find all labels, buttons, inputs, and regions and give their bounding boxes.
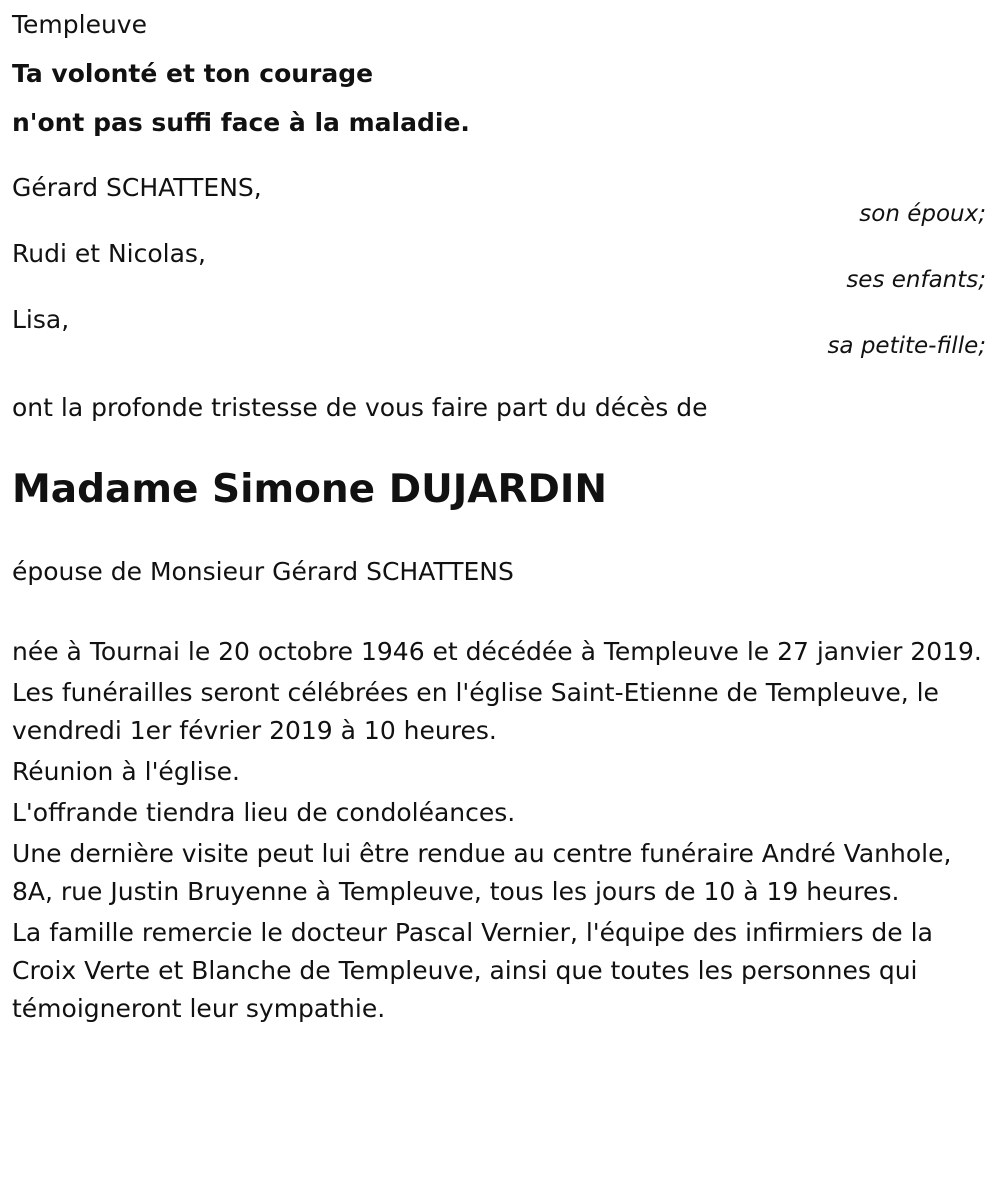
family-list — [12, 169, 988, 365]
deceased-name: Madame Simone DUJARDIN — [12, 467, 607, 512]
spouse-line: épouse de Monsieur Gérard SCHATTENS — [12, 557, 514, 586]
family-member-name: Lisa, — [12, 305, 70, 334]
offering-paragraph: L'offrande tiendra lieu de condoléances. — [12, 798, 516, 827]
funeral-paragraph: Les funérailles seront célébrées en l'église Saint-Etienne de Templeuve, le vendredi 1er février 2019 à 10 heures. — [12, 678, 939, 745]
spacer — [12, 153, 988, 169]
details-block — [12, 633, 988, 1028]
meeting-paragraph: Réunion à l'église. — [12, 757, 240, 786]
family-member-name: Gérard SCHATTENS, — [12, 173, 262, 202]
birth-death-paragraph: née à Tournai le 20 octobre 1946 et décédée à Templeuve le 27 janvier 2019. — [12, 637, 982, 666]
city-name: Templeuve — [12, 10, 147, 39]
thanks-paragraph: La famille remercie le docteur Pascal Vernier, l'équipe des infirmiers de la Croix Verte et Blanche de Templeuve, ainsi que toutes les personnes qui témoigneront leur sympathie. — [12, 918, 933, 1023]
family-member-role: sa petite-fille; — [827, 333, 986, 359]
announcement-text: ont la profonde tristesse de vous faire part du décès de — [12, 393, 708, 422]
quote-block — [12, 55, 988, 142]
family-member-name: Rudi et Nicolas, — [12, 239, 206, 268]
family-member-role: ses enfants; — [846, 267, 986, 293]
quote-line-2: n'ont pas suffi face à la maladie. — [12, 108, 470, 137]
family-member-role: son époux; — [859, 201, 986, 227]
visit-paragraph: Une dernière visite peut lui être rendue au centre funéraire André Vanhole, 8A, rue Justin Bruyenne à Templeuve, tous les jours de 10 à 19 heures. — [12, 839, 952, 906]
quote-line-1: Ta volonté et ton courage — [12, 59, 374, 88]
